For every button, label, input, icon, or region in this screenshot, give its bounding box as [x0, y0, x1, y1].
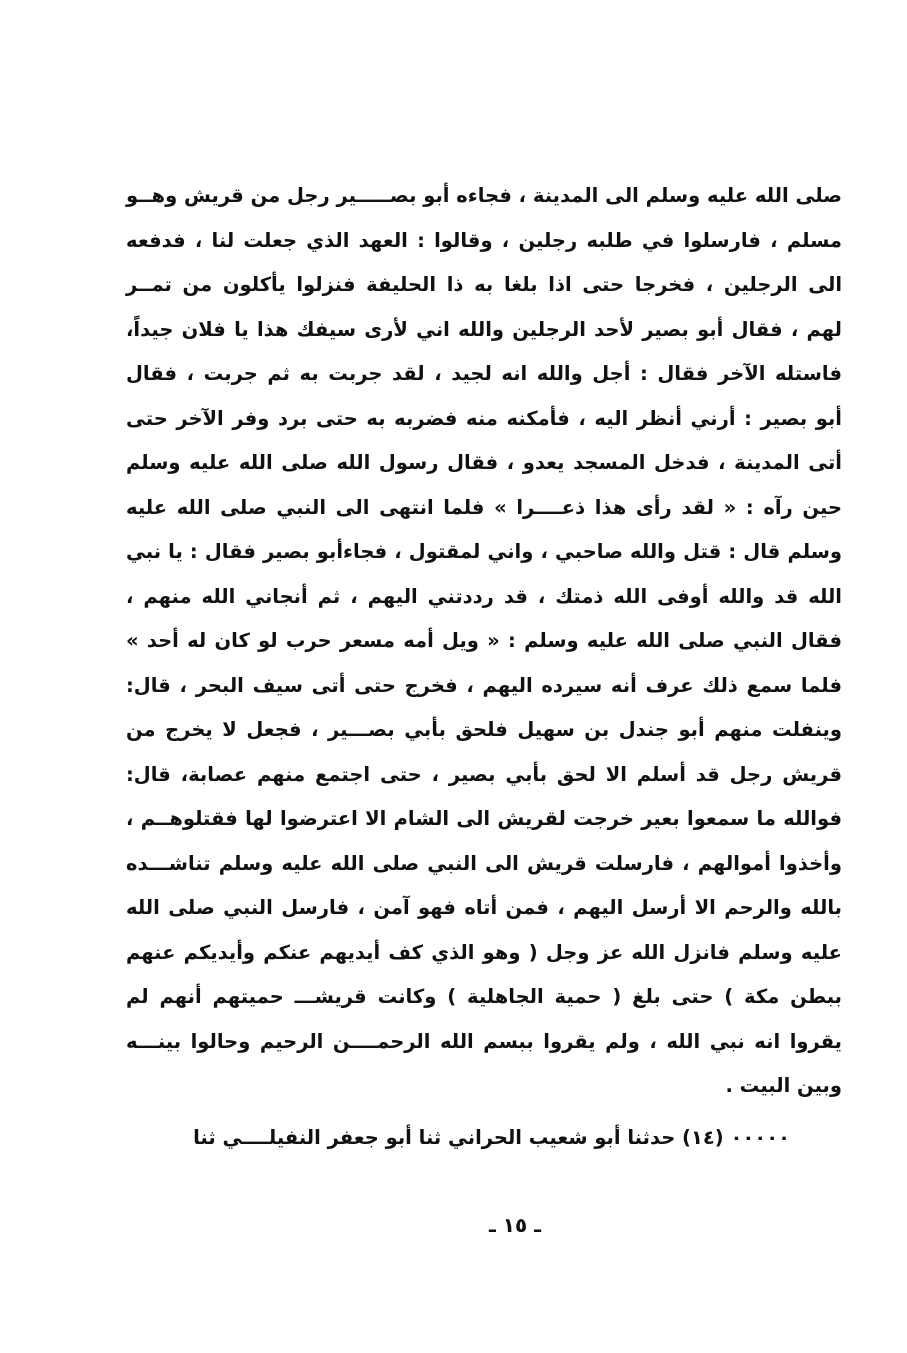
- text-line: وسلم قال : قتل والله صاحبي ، واني لمقتول ، فجاءأبو بصير فقال : يا نبي: [126, 540, 842, 563]
- text-line: مسلم ، فارسلوا في طلبه رجلين ، وقالوا : العهد الذي جعلت لنا ، فدفعه: [126, 228, 842, 252]
- text-line: أتى المدينة ، فدخل المسجد يعدو ، فقال رسول الله صلى الله عليه وسلم: [126, 451, 842, 474]
- text-line: الله قد والله أوفى الله ذمتك ، قد رددتني اليهم ، ثم أنجاني الله منهم ،: [126, 584, 842, 608]
- page-number: ـ ١٥ ـ: [488, 1213, 542, 1237]
- text-line: ببطن مكة ) حتى بلغ ( حمية الجاهلية ) وكانت قريشـــ حميتهم أنهم لم: [126, 985, 842, 1008]
- text-line: فلما سمع ذلك عرف أنه سيرده اليهم ، فخرج حتى أتى سيف البحر ، قال:: [126, 673, 842, 697]
- text-line: الى الرجلين ، فخرجا حتى اذا بلغا به ذا الحليفة فنزلوا يأكلون من تمــر: [126, 273, 842, 296]
- text-line: لهم ، فقال أبو بصير لأحد الرجلين والله اني لأرى سيفك هذا يا فلان جيداً،: [126, 317, 842, 341]
- text-line: قريش رجل قد أسلم الا لحق بأبي بصير ، حتى اجتمع منهم عصابة، قال:: [126, 762, 842, 786]
- text-line: أبو بصير : أرني أنظر اليه ، فأمكنه منه فضربه به حتى برد وفر الآخر حتى: [126, 406, 842, 430]
- text-line: فاستله الآخر فقال : أجل والله انه لجيد ، لقد جربت به ثم جربت ، فقال: [126, 362, 842, 385]
- text-line: صلى الله عليه وسلم الى المدينة ، فجاءه أبو بصـــــير رجل من قريش وهــو: [126, 184, 842, 207]
- text-line-last: وبين البيت .: [725, 1074, 842, 1097]
- text-line: وأخذوا أموالهم ، فارسلت قريش الى النبي صلى الله عليه وسلم تناشـــده: [126, 851, 842, 875]
- text-line: حين رآه : « لقد رأى هذا ذعــــرا » فلما انتهى الى النبي صلى الله عليه: [126, 495, 842, 519]
- main-text-block: [126, 174, 842, 1109]
- text-line: فوالله ما سمعوا بعير خرجت لقريش الى الشام الا اعترضوا لها فقتلوهــم ،: [126, 807, 842, 830]
- text-line: عليه وسلم فانزل الله عز وجل ( وهو الذي كف أيديهم عنكم وأيديكم عنهم: [126, 940, 842, 964]
- text-line: يقروا انه نبي الله ، ولم يقروا ببسم الله الرحمــــن الرحيم وحالوا بينـــه: [126, 1029, 842, 1053]
- text-line: بالله والرحم الا أرسل اليهم ، فمن أتاه فهو آمن ، فارسل النبي صلى الله: [126, 896, 842, 919]
- text-line: وينفلت منهم أبو جندل بن سهيل فلحق بأبي بصـــير ، فجعل لا يخرج من: [126, 718, 842, 741]
- text-line: فقال النبي صلى الله عليه وسلم : « ويل أمه مسعر حرب لو كان له أحد »: [126, 629, 842, 652]
- next-hadith-line: ٠٠٠٠٠ (١٤) حدثنا أبو شعيب الحراني ثنا أبو جعفر النفيلــــي ثنا: [193, 1126, 790, 1149]
